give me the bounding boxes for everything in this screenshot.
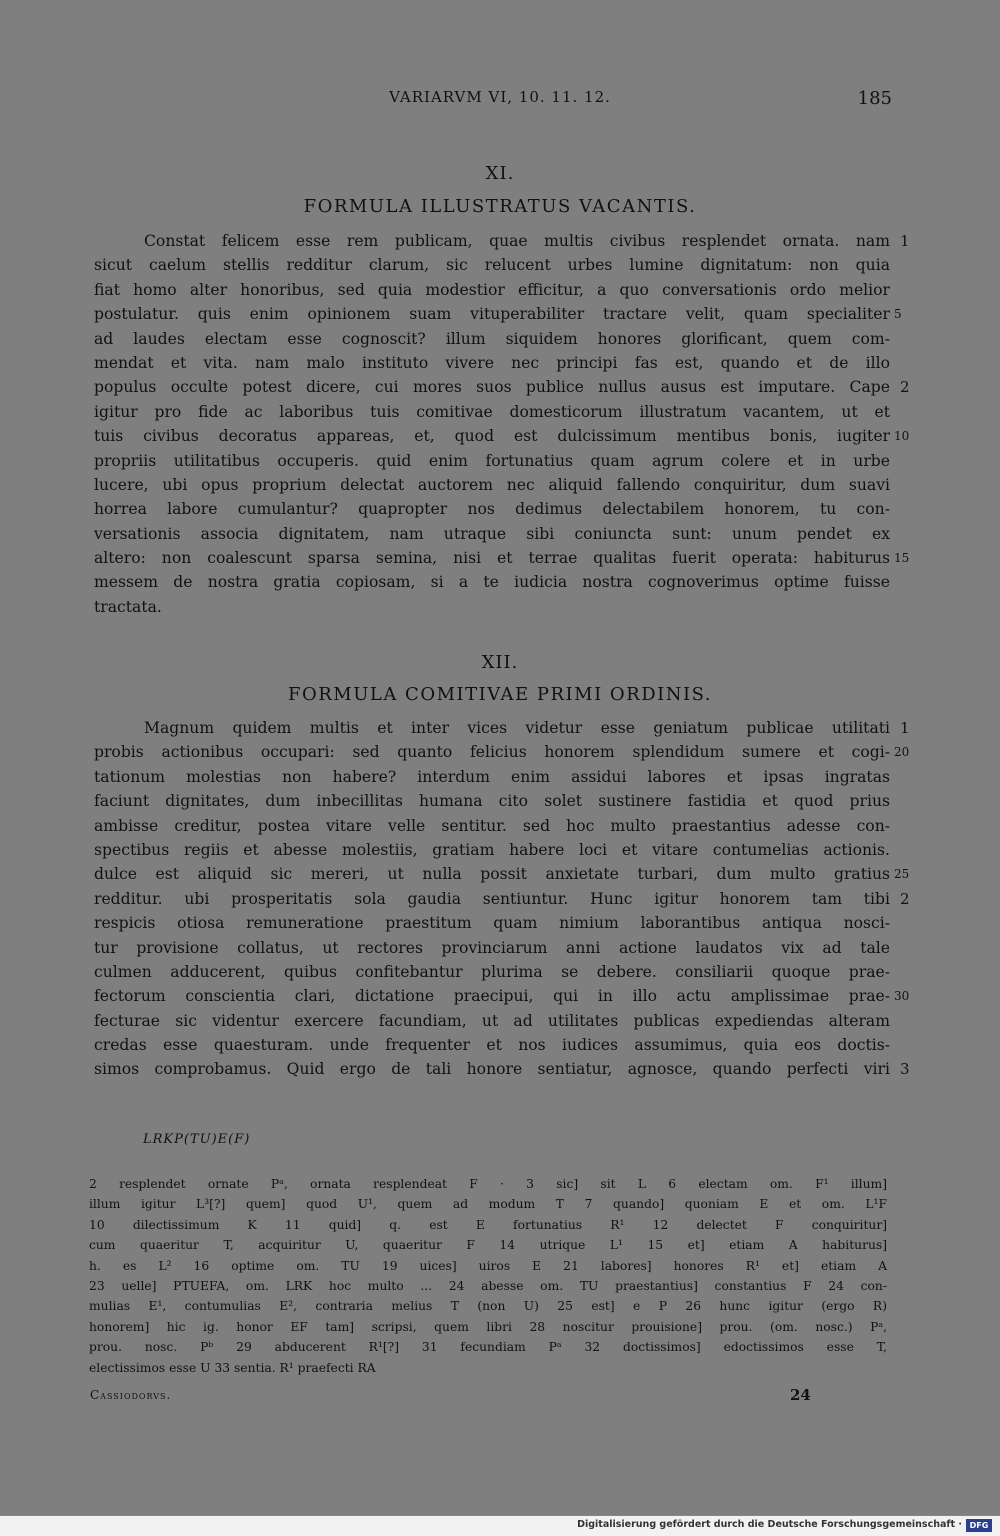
text-line: altero: non coalescunt sparsa semina, nisi et terrae qualitas fuerit operata: habiturus 15 — [94, 546, 890, 570]
apparatus-line: cum quaeritur T, acquiritur U, quaeritur F 14 utrique L¹ 15 et] etiam A habiturus] — [89, 1238, 887, 1253]
text-line: Constat felicem esse rem publicam, quae multis civibus resplendet ornata. nam 1 — [94, 229, 890, 253]
text-line: mendat et vita. nam malo instituto vivere nec principi fas est, quando et de illo — [94, 353, 890, 372]
line-number: 10 — [894, 429, 910, 444]
text-line: lucere, ubi opus proprium delectat auctorem nec aliquid fallendo conquiritur, dum suavi — [94, 475, 890, 494]
text-line: simos comprobamus. Quid ergo de tali honore sentiatur, agnosce, quando perfecti viri 3 — [94, 1057, 890, 1081]
apparatus-line: mulias E¹, contumulias E², contraria melius T (non U) 25 est] e P 26 hunc igitur (ergo R) — [89, 1299, 887, 1314]
manuscript-sigla: LRKP(TU)E(F) — [143, 1132, 251, 1147]
apparatus-line: 10 dilectissimum K 11 quid] q. est E fortunatius R¹ 12 delectet F conquiritur] — [89, 1217, 887, 1232]
text-line: culmen adducerent, quibus confitebantur plurima se debere. consiliarii quoque prae- — [94, 962, 890, 981]
signature-mark: 24 — [790, 1386, 811, 1404]
text-line: faciunt dignitates, dum inbecillitas humana cito solet sustinere fastidia et quod prius — [94, 792, 890, 811]
apparatus-line: illum igitur L³[?] quem] quod U¹, quem ad modum T 7 quando] quoniam E et om. L¹F — [89, 1197, 887, 1212]
text-line: spectibus regiis et abesse molestiis, gratiam habere loci et vitare contumelias actionis. — [94, 840, 890, 859]
line-number: 25 — [894, 867, 910, 882]
text-line: redditur. ubi prosperitatis sola gaudia sentiuntur. Hunc igitur honorem tam tibi 2 — [94, 887, 890, 911]
text-line: populus occulte potest dicere, cui mores suos publice nullus ausus est imputare. Cape 2 — [94, 375, 890, 399]
text-line: probis actionibus occupari: sed quanto felicius honorem splendidum sumere et cogi- 20 — [94, 740, 890, 764]
text-line: dulce est aliquid sic mereri, ut nulla possit anxietate turbari, dum multo gratius 25 — [94, 862, 890, 886]
section-body — [94, 716, 910, 1082]
dfg-logo: DFG — [966, 1519, 992, 1532]
footer-author: Cassiodorvs. — [90, 1388, 172, 1402]
text-line: postulatur. quis enim opinionem suam vituperabiliter tractare velit, quam specialiter 5 — [94, 302, 890, 326]
text-line: fiat homo alter honoribus, sed quia modestior efficitur, a quo conversationis ordo melior — [94, 280, 890, 299]
text-line: messem de nostra gratia copiosam, si a te iudicia nostra cognoverimus optime fuisse — [94, 573, 890, 592]
text-line: respicis otiosa remuneratione praestitum quam nimium laborantibus antiqua nosci- — [94, 914, 890, 933]
text-line: tur provisione collatus, ut rectores provinciarum anni actione laudatos vix ad tale — [94, 938, 890, 957]
text-line: tationum molestias non habere? interdum enim assidui labores et ipsas ingratas — [94, 767, 890, 786]
digitization-notice: Digitalisierung gefördert durch die Deutsche Forschungsgemeinschaft · — [577, 1519, 962, 1530]
apparatus-line: h. es L² 16 optime om. TU 19 uices] uiros E 21 labores] honores R¹ et] etiam A — [89, 1258, 887, 1273]
paragraph-number: 2 — [900, 378, 910, 397]
apparatus-line: electissimos esse U 33 sentia. R¹ praefecti RA — [89, 1360, 376, 1375]
text-line: horrea labore cumulantur? quapropter nos dedimus delectabilem honorem, tu con- — [94, 500, 890, 519]
text-line: versationis associa dignitatem, nam utraque sibi coniuncta sunt: unum pendet ex — [94, 524, 890, 543]
apparatus-line: 2 resplendet ornate Pᵃ, ornata resplendeat F · 3 sic] sit L 6 electam om. F¹ illum] — [89, 1177, 887, 1191]
page-number: 185 — [857, 88, 892, 109]
text-line: ad laudes electam esse cognoscit? illum siquidem honores glorificant, quem com- — [94, 329, 890, 348]
line-number: 20 — [894, 745, 910, 760]
text-line: fectorum conscientia clari, dictatione praecipui, qui in illo actu amplissimae prae- 30 — [94, 984, 890, 1008]
section-body — [94, 229, 910, 619]
text-line: propriis utilitatibus occuperis. quid enim fortunatius quam agrum colere et in urbe — [94, 451, 890, 470]
section-number: XI. — [485, 163, 515, 184]
running-title: VARIARVM VI, 10. 11. 12. — [389, 88, 611, 106]
line-number: 5 — [894, 307, 902, 322]
section-title: FORMULA COMITIVAE PRIMI ORDINIS. — [287, 684, 713, 705]
text-line: tractata. — [94, 597, 162, 616]
text-line: Magnum quidem multis et inter vices videtur esse geniatum publicae utilitati 1 — [94, 716, 890, 740]
paragraph-number: 3 — [900, 1060, 910, 1079]
paragraph-number: 1 — [900, 719, 910, 737]
digitization-banner — [0, 1515, 1000, 1536]
critical-apparatus — [89, 1174, 887, 1378]
text-line: fecturae sic videntur exercere facundiam, ut ad utilitates publicas expediendas alteram — [94, 1011, 890, 1030]
text-line: credas esse quaesturam. unde frequenter et nos iudices assumimus, quia eos doctis- — [94, 1036, 890, 1055]
paragraph-number: 2 — [900, 889, 910, 908]
section-number: XII. — [481, 652, 519, 673]
line-number: 15 — [894, 551, 910, 566]
paragraph-number: 1 — [900, 232, 910, 250]
apparatus-line: prou. nosc. Pᵇ 29 abducerent R¹[?] 31 fecundiam Pᵃ 32 doctissimos] edoctissimos esse T, — [89, 1340, 887, 1355]
text-line: sicut caelum stellis redditur clarum, sic relucent urbes lumine dignitatum: non quia — [94, 256, 890, 275]
text-line: igitur pro fide ac laboribus tuis comitivae domesticorum illustratum vacantem, ut et — [94, 402, 890, 421]
text-line: ambisse creditur, postea vitare velle sentitur. sed hoc multo praestantius adesse con- — [94, 816, 890, 835]
line-number: 30 — [894, 989, 910, 1004]
text-line: tuis civibus decoratus appareas, et, quod est dulcissimum mentibus bonis, iugiter 10 — [94, 424, 890, 448]
section-title: FORMULA ILLUSTRATUS VACANTIS. — [303, 196, 697, 217]
apparatus-line: honorem] hic ig. honor EF tam] scripsi, quem libri 28 noscitur prouisione] prou. (om. nosc.) Pᵃ, — [89, 1319, 887, 1334]
apparatus-line: 23 uelle] PTUEFA, om. LRK hoc multo ... 24 abesse om. TU praestantius] constantius F 24 con- — [89, 1278, 887, 1293]
